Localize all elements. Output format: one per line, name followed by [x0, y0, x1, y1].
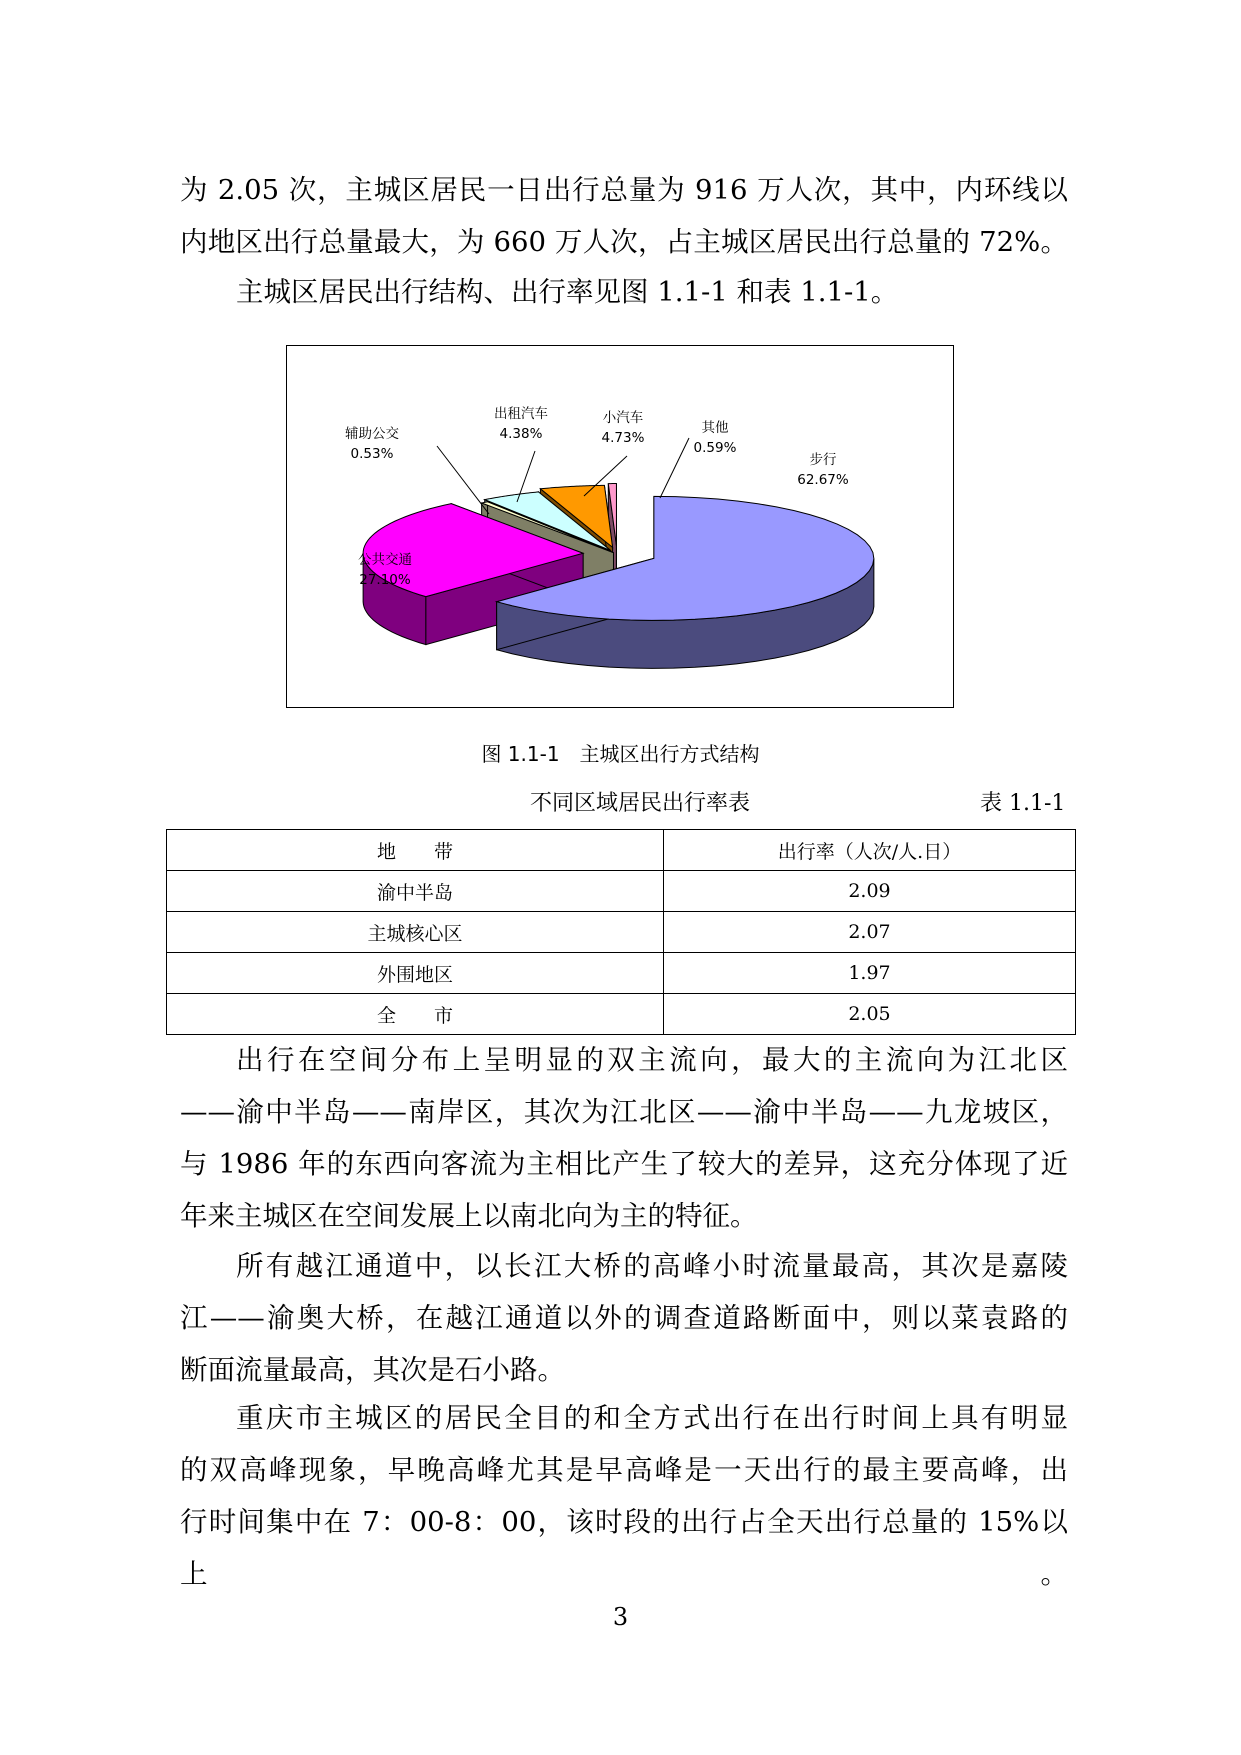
- paragraph-line: 出行在空间分布上呈明显的双主流向，最大的主流向为江北区: [236, 1044, 1068, 1076]
- table-header: 地 带: [167, 830, 664, 871]
- table-cell: 渝中半岛: [167, 871, 664, 912]
- slice-label: 小汽车: [602, 410, 644, 426]
- page-number: 3: [612, 1603, 629, 1631]
- paragraph-line: 为 2.05 次，主城区居民一日出行总量为 916 万人次，其中，内环线以: [180, 174, 1068, 206]
- table-cell: 2.07: [664, 912, 1076, 953]
- pie-chart-frame: [286, 345, 954, 708]
- table-header-row: [167, 830, 1076, 871]
- table-row: [167, 953, 1076, 994]
- table-row: [167, 871, 1076, 912]
- slice-label: 其他: [701, 420, 729, 436]
- table-row: [167, 912, 1076, 953]
- slice-label: 出租汽车: [494, 406, 548, 422]
- table-cell: 2.09: [664, 871, 1076, 912]
- paragraph-3: [180, 1034, 1068, 1242]
- paragraph-line: 的双高峰现象，早晚高峰尤其是早高峰是一天出行的最主要高峰，出: [180, 1454, 1068, 1486]
- paragraph-5: [180, 1392, 1068, 1590]
- paragraph-2: [180, 266, 1068, 318]
- paragraph-line: 所有越江通道中，以长江大桥的高峰小时流量最高，其次是嘉陵: [236, 1250, 1068, 1282]
- paragraph-line: 主城区居民出行结构、出行率见图 1.1-1 和表 1.1-1。: [236, 276, 899, 308]
- figure-caption: 图 1.1-1 主城区出行方式结构: [481, 742, 760, 766]
- table-cell: 外围地区: [167, 953, 664, 994]
- slice-label: 公共交通: [358, 552, 412, 568]
- paragraph-line: 内地区出行总量最大，为 660 万人次，占主城区居民出行总量的 72%。: [180, 226, 1068, 258]
- leader-line: [437, 446, 489, 514]
- table-label: 表 1.1-1: [980, 791, 1066, 816]
- table-header: 出行率（人次/人.日）: [664, 830, 1076, 871]
- leader-line: [660, 438, 689, 498]
- slice-value-label: 27.10%: [359, 572, 411, 588]
- paragraph-4: [180, 1240, 1068, 1396]
- slice-label: 辅助公交: [345, 426, 399, 442]
- rate-table: [166, 829, 1076, 1035]
- paragraph-1: [180, 164, 1068, 268]
- pie-chart: [287, 346, 953, 707]
- paragraph-line: ——渝中半岛——南岸区，其次为江北区——渝中半岛——九龙坡区，: [180, 1096, 1068, 1128]
- paragraph-line: 江——渝奥大桥，在越江通道以外的调查道路断面中，则以菜袁路的: [180, 1302, 1068, 1334]
- paragraph-line: 行时间集中在 7：00-8：00，该时段的出行占全天出行总量的 15%以上。: [180, 1506, 1068, 1590]
- table-title: 不同区域居民出行率表: [529, 791, 750, 816]
- table-row: [167, 994, 1076, 1035]
- slice-value-label: 0.59%: [693, 440, 737, 456]
- paragraph-line: 与 1986 年的东西向客流为主相比产生了较大的差异，这充分体现了近: [180, 1148, 1068, 1180]
- paragraph-line: 重庆市主城区的居民全目的和全方式出行在出行时间上具有明显: [236, 1402, 1068, 1434]
- slice-value-label: 4.73%: [601, 430, 645, 446]
- paragraph-line: 断面流量最高，其次是石小路。: [180, 1354, 565, 1386]
- table-cell: 2.05: [664, 994, 1076, 1035]
- slice-value-label: 0.53%: [350, 446, 394, 462]
- table-cell: 主城核心区: [167, 912, 664, 953]
- slice-value-label: 4.38%: [499, 426, 543, 442]
- slice-label: 步行: [809, 452, 837, 468]
- paragraph-line: 年来主城区在空间发展上以南北向为主的特征。: [180, 1200, 758, 1232]
- slice-value-label: 62.67%: [797, 472, 849, 488]
- table-cell: 全 市: [167, 994, 664, 1035]
- table-cell: 1.97: [664, 953, 1076, 994]
